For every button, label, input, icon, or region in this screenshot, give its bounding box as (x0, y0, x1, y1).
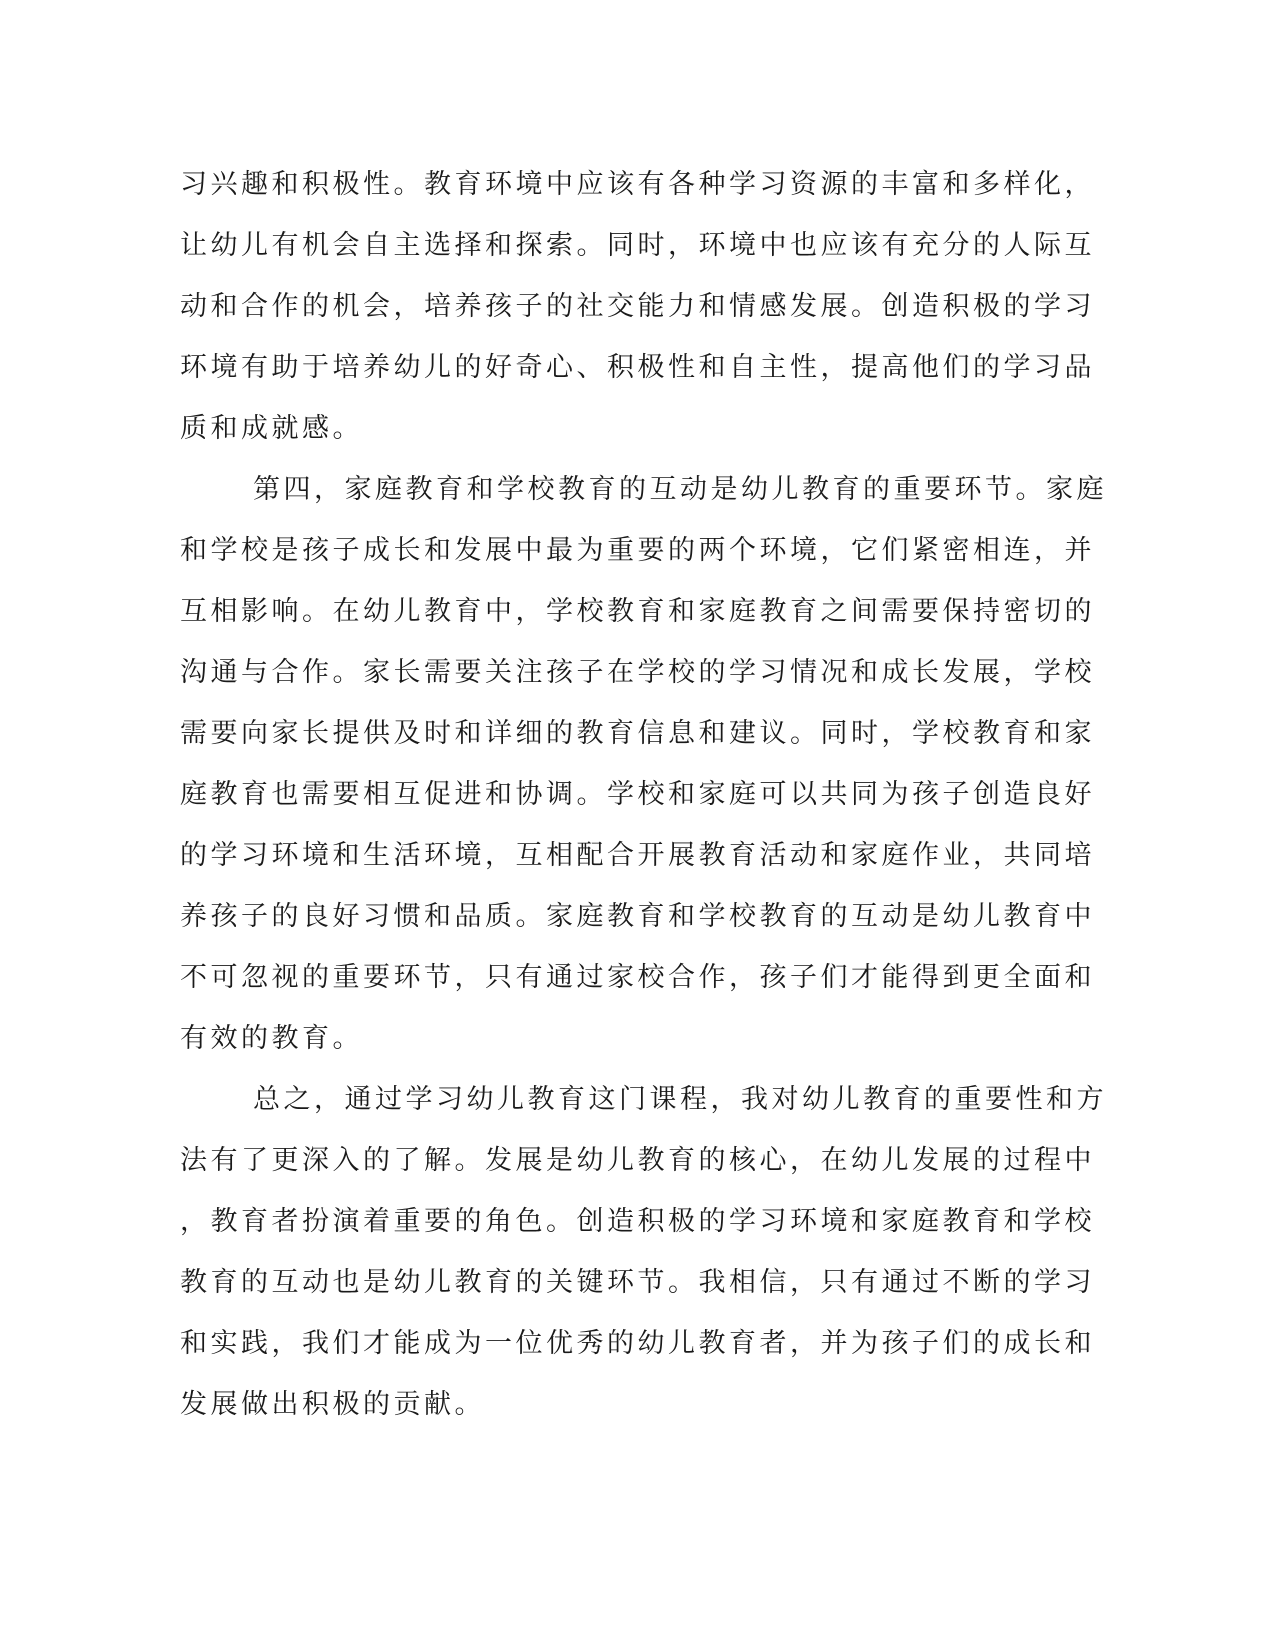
text-line: 法有了更深入的了解。发展是幼儿教育的核心，在幼儿发展的过程中 (180, 1145, 1095, 1176)
text-line: 不可忽视的重要环节，只有通过家校合作，孩子们才能得到更全面和 (180, 962, 1095, 993)
text-line: 需要向家长提供及时和详细的教育信息和建议。同时，学校教育和家 (180, 718, 1095, 749)
text-line: 习兴趣和积极性。教育环境中应该有各种学习资源的丰富和多样化， (180, 169, 1095, 200)
paragraph-environment-continued (180, 154, 1095, 459)
text-line: 沟通与合作。家长需要关注孩子在学校的学习情况和成长发展，学校 (180, 657, 1095, 688)
text-line: 庭教育也需要相互促进和协调。学校和家庭可以共同为孩子创造良好 (180, 779, 1095, 810)
text-line: 和学校是孩子成长和发展中最为重要的两个环境，它们紧密相连，并 (180, 535, 1095, 566)
text-line: 有效的教育。 (180, 1023, 363, 1054)
text-line-first: 第四，家庭教育和学校教育的互动是幼儿教育的重要环节。家庭 (253, 474, 1107, 505)
text-line: 和实践，我们才能成为一位优秀的幼儿教育者，并为孩子们的成长和 (180, 1328, 1095, 1359)
text-line: 让幼儿有机会自主选择和探索。同时，环境中也应该有充分的人际互 (180, 230, 1095, 261)
text-line: 动和合作的机会，培养孩子的社交能力和情感发展。创造积极的学习 (180, 291, 1095, 322)
text-line: 的学习环境和生活环境，互相配合开展教育活动和家庭作业，共同培 (180, 840, 1095, 871)
text-line: 教育的互动也是幼儿教育的关键环节。我相信，只有通过不断的学习 (180, 1267, 1095, 1298)
paragraph-conclusion (180, 1069, 1107, 1435)
text-line: 质和成就感。 (180, 413, 363, 444)
text-line: 环境有助于培养幼儿的好奇心、积极性和自主性，提高他们的学习品 (180, 352, 1095, 383)
text-line: 互相影响。在幼儿教育中，学校教育和家庭教育之间需要保持密切的 (180, 596, 1095, 627)
text-line: 发展做出积极的贡献。 (180, 1389, 485, 1420)
text-line-first: 总之，通过学习幼儿教育这门课程，我对幼儿教育的重要性和方 (253, 1084, 1107, 1115)
paragraph-fourth (180, 459, 1107, 1069)
text-line: ，教育者扮演着重要的角色。创造积极的学习环境和家庭教育和学校 (180, 1206, 1095, 1237)
document-body (180, 154, 1107, 1435)
text-line: 养孩子的良好习惯和品质。家庭教育和学校教育的互动是幼儿教育中 (180, 901, 1095, 932)
